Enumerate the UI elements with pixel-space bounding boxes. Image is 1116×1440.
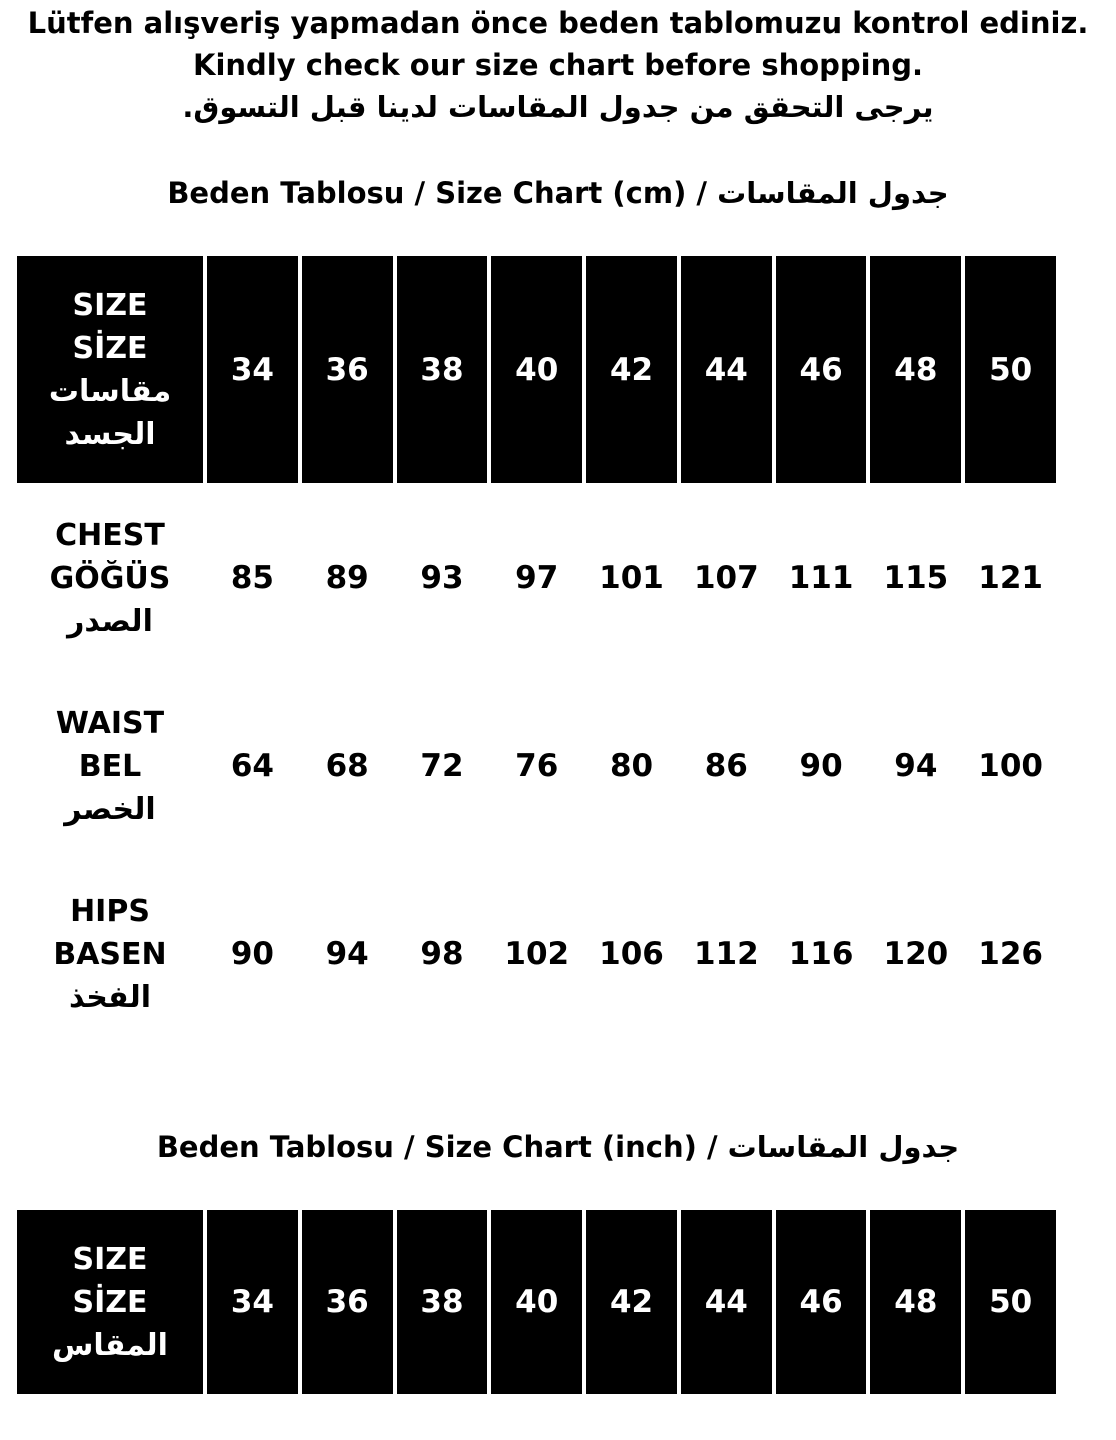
size-header-cell: 36	[302, 256, 393, 483]
table-cell: 68	[325, 748, 369, 784]
size-header-cell: 40	[491, 1210, 582, 1394]
table-cell: 64	[230, 748, 274, 784]
header-label-line: SIZE	[72, 1241, 148, 1277]
header-label-line: مقاسات	[48, 373, 172, 409]
size-header-cell: 46	[776, 256, 867, 483]
table-cell: 107	[693, 560, 759, 596]
table-cell: 90	[230, 936, 274, 972]
header-label-line: المقاس	[52, 1327, 168, 1363]
inch-table-header-row	[17, 1210, 1056, 1394]
table-cell: 86	[704, 748, 748, 784]
size-header-cell: 50	[965, 1210, 1056, 1394]
table-cell: 90	[799, 748, 843, 784]
table-cell: 112	[693, 936, 759, 972]
table-cell: 97	[515, 560, 559, 596]
row-label-line: BEL	[78, 748, 142, 784]
row-label-line: WAIST	[55, 705, 165, 741]
table-row-hips	[17, 888, 1056, 1020]
notice-english: Kindly check our size chart before shopping.	[192, 48, 924, 82]
size-header-cell: 38	[397, 256, 488, 483]
table-cell: 85	[230, 560, 274, 596]
inch-table-title: Beden Tablosu / Size Chart (inch) / جدول المقاسات	[156, 1130, 960, 1164]
size-header-cell: 38	[397, 1210, 488, 1394]
table-cell: 102	[504, 936, 570, 972]
size-header-cell: 34	[207, 1210, 298, 1394]
cm-header-label-cell	[17, 256, 203, 483]
table-cell: 100	[978, 748, 1043, 784]
notice-turkish: Lütfen alışveriş yapmadan önce beden tablomuzu kontrol ediniz.	[27, 6, 1089, 40]
header-label-line: SIZE	[72, 287, 148, 323]
table-cell: 89	[325, 560, 369, 596]
table-cell: 94	[325, 936, 369, 972]
size-header-cell: 50	[965, 256, 1056, 483]
size-header-cell: 36	[302, 1210, 393, 1394]
row-label-chest	[17, 512, 203, 644]
row-label-line: الصدر	[67, 603, 153, 639]
table-cell: 94	[894, 748, 938, 784]
header-label-line: SİZE	[72, 330, 148, 366]
table-row-waist	[17, 700, 1056, 832]
size-header-cell: 42	[586, 1210, 677, 1394]
table-cell: 80	[609, 748, 654, 784]
notice-text	[0, 2, 1116, 128]
table-cell: 126	[978, 936, 1043, 972]
cm-table-title: Beden Tablosu / Size Chart (cm) / جدول المقاسات	[167, 176, 949, 210]
size-header-cell: 42	[586, 256, 677, 483]
row-label-line: CHEST	[55, 517, 165, 553]
table-cell: 116	[788, 936, 854, 972]
table-cell: 120	[883, 936, 949, 972]
table-cell: 115	[883, 560, 949, 596]
table-cell: 101	[599, 560, 664, 596]
size-header-cell: 44	[681, 256, 772, 483]
table-cell: 111	[788, 560, 854, 596]
notice-arabic: يرجى التحقق من جدول المقاسات لدينا قبل التسوق.	[182, 90, 934, 124]
table-cell: 121	[978, 560, 1043, 596]
size-header-cell: 40	[491, 256, 582, 483]
size-header-cell: 34	[207, 256, 298, 483]
size-header-cell: 44	[681, 1210, 772, 1394]
row-label-waist	[17, 700, 203, 832]
table-cell: 106	[599, 936, 664, 972]
row-label-line: GÖĞÜS	[49, 560, 171, 596]
table-row-chest	[17, 512, 1056, 644]
header-label-line: الجسد	[64, 416, 156, 452]
inch-header-label-cell	[17, 1210, 203, 1394]
table-cell: 98	[420, 936, 464, 972]
row-label-line: HIPS	[70, 893, 150, 929]
row-label-line: BASEN	[53, 936, 167, 972]
table-cell: 72	[420, 748, 464, 784]
size-header-cell: 46	[776, 1210, 867, 1394]
cm-table-header-row	[17, 256, 1056, 483]
row-label-line: الخصر	[64, 791, 156, 827]
table-cell: 93	[420, 560, 464, 596]
table-cell: 76	[515, 748, 559, 784]
size-header-cell: 48	[870, 256, 961, 483]
size-header-cell: 48	[870, 1210, 961, 1394]
row-label-line: الفخذ	[68, 979, 152, 1015]
header-label-line: SİZE	[72, 1284, 148, 1320]
row-label-hips	[17, 888, 203, 1020]
